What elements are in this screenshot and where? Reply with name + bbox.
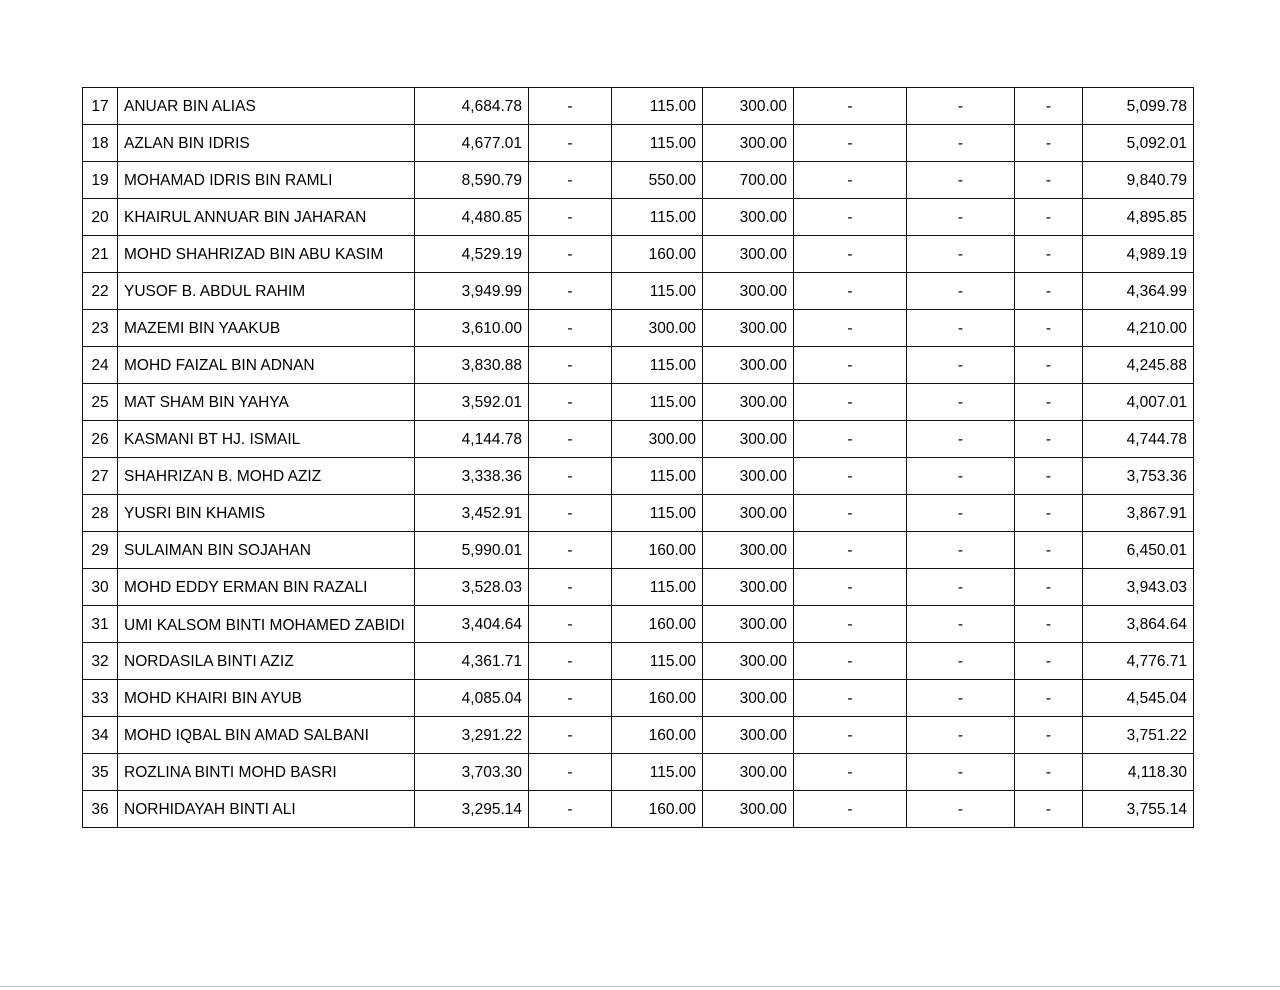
basic-salary: 8,590.79 bbox=[415, 162, 529, 199]
employee-name: KASMANI BT HJ. ISMAIL bbox=[118, 421, 415, 458]
column-7-value: - bbox=[1015, 717, 1083, 754]
column-6-value: - bbox=[907, 310, 1015, 347]
row-number: 23 bbox=[83, 310, 118, 347]
column-6-value: - bbox=[907, 273, 1015, 310]
allowance-2: 300.00 bbox=[703, 458, 794, 495]
column-5-value: - bbox=[794, 421, 907, 458]
column-2-value: - bbox=[529, 347, 612, 384]
column-7-value: - bbox=[1015, 88, 1083, 125]
total-amount: 3,867.91 bbox=[1083, 495, 1194, 532]
row-number: 25 bbox=[83, 384, 118, 421]
total-amount: 3,751.22 bbox=[1083, 717, 1194, 754]
column-6-value: - bbox=[907, 606, 1015, 643]
column-5-value: - bbox=[794, 384, 907, 421]
column-6-value: - bbox=[907, 717, 1015, 754]
total-amount: 5,092.01 bbox=[1083, 125, 1194, 162]
row-number: 31 bbox=[83, 606, 118, 643]
column-2-value: - bbox=[529, 643, 612, 680]
column-5-value: - bbox=[794, 717, 907, 754]
row-number: 27 bbox=[83, 458, 118, 495]
allowance-1: 115.00 bbox=[612, 569, 703, 606]
employee-name: MOHAMAD IDRIS BIN RAMLI bbox=[118, 162, 415, 199]
allowance-1: 115.00 bbox=[612, 643, 703, 680]
table-row bbox=[83, 680, 1194, 717]
basic-salary: 5,990.01 bbox=[415, 532, 529, 569]
column-6-value: - bbox=[907, 791, 1015, 828]
row-number: 32 bbox=[83, 643, 118, 680]
column-5-value: - bbox=[794, 532, 907, 569]
basic-salary: 4,480.85 bbox=[415, 199, 529, 236]
table-row bbox=[83, 458, 1194, 495]
basic-salary: 3,338.36 bbox=[415, 458, 529, 495]
page-bottom-rule bbox=[0, 986, 1280, 987]
table-row bbox=[83, 199, 1194, 236]
employee-name: ROZLINA BINTI MOHD BASRI bbox=[118, 754, 415, 791]
allowance-2: 300.00 bbox=[703, 347, 794, 384]
total-amount: 4,545.04 bbox=[1083, 680, 1194, 717]
allowance-1: 115.00 bbox=[612, 458, 703, 495]
column-6-value: - bbox=[907, 643, 1015, 680]
row-number: 28 bbox=[83, 495, 118, 532]
column-2-value: - bbox=[529, 162, 612, 199]
allowance-2: 300.00 bbox=[703, 199, 794, 236]
allowance-1: 160.00 bbox=[612, 532, 703, 569]
column-6-value: - bbox=[907, 569, 1015, 606]
column-7-value: - bbox=[1015, 680, 1083, 717]
column-7-value: - bbox=[1015, 569, 1083, 606]
table-row bbox=[83, 310, 1194, 347]
column-6-value: - bbox=[907, 680, 1015, 717]
allowance-2: 300.00 bbox=[703, 791, 794, 828]
total-amount: 4,744.78 bbox=[1083, 421, 1194, 458]
column-7-value: - bbox=[1015, 421, 1083, 458]
table-row bbox=[83, 273, 1194, 310]
total-amount: 5,099.78 bbox=[1083, 88, 1194, 125]
table-row bbox=[83, 495, 1194, 532]
allowance-1: 160.00 bbox=[612, 791, 703, 828]
table-row bbox=[83, 717, 1194, 754]
column-7-value: - bbox=[1015, 791, 1083, 828]
column-5-value: - bbox=[794, 273, 907, 310]
column-2-value: - bbox=[529, 125, 612, 162]
total-amount: 4,364.99 bbox=[1083, 273, 1194, 310]
column-6-value: - bbox=[907, 347, 1015, 384]
column-7-value: - bbox=[1015, 125, 1083, 162]
column-5-value: - bbox=[794, 754, 907, 791]
column-7-value: - bbox=[1015, 384, 1083, 421]
allowance-2: 300.00 bbox=[703, 606, 794, 643]
table-body bbox=[83, 88, 1194, 828]
employee-name: UMI KALSOM BINTI MOHAMED ZABIDI bbox=[118, 606, 415, 643]
table-row bbox=[83, 643, 1194, 680]
basic-salary: 4,529.19 bbox=[415, 236, 529, 273]
employee-name: SHAHRIZAN B. MOHD AZIZ bbox=[118, 458, 415, 495]
column-2-value: - bbox=[529, 458, 612, 495]
employee-name: AZLAN BIN IDRIS bbox=[118, 125, 415, 162]
column-5-value: - bbox=[794, 643, 907, 680]
employee-name: KHAIRUL ANNUAR BIN JAHARAN bbox=[118, 199, 415, 236]
column-2-value: - bbox=[529, 421, 612, 458]
column-2-value: - bbox=[529, 199, 612, 236]
row-number: 30 bbox=[83, 569, 118, 606]
column-7-value: - bbox=[1015, 310, 1083, 347]
total-amount: 4,895.85 bbox=[1083, 199, 1194, 236]
allowance-1: 115.00 bbox=[612, 384, 703, 421]
row-number: 20 bbox=[83, 199, 118, 236]
row-number: 18 bbox=[83, 125, 118, 162]
row-number: 35 bbox=[83, 754, 118, 791]
basic-salary: 3,452.91 bbox=[415, 495, 529, 532]
employee-name: NORHIDAYAH BINTI ALI bbox=[118, 791, 415, 828]
basic-salary: 3,291.22 bbox=[415, 717, 529, 754]
total-amount: 4,245.88 bbox=[1083, 347, 1194, 384]
allowance-2: 300.00 bbox=[703, 88, 794, 125]
column-2-value: - bbox=[529, 717, 612, 754]
column-2-value: - bbox=[529, 236, 612, 273]
allowance-2: 300.00 bbox=[703, 384, 794, 421]
table-row bbox=[83, 606, 1194, 643]
column-7-value: - bbox=[1015, 199, 1083, 236]
table-row bbox=[83, 125, 1194, 162]
total-amount: 9,840.79 bbox=[1083, 162, 1194, 199]
total-amount: 6,450.01 bbox=[1083, 532, 1194, 569]
basic-salary: 4,684.78 bbox=[415, 88, 529, 125]
column-5-value: - bbox=[794, 236, 907, 273]
table-row bbox=[83, 421, 1194, 458]
basic-salary: 4,677.01 bbox=[415, 125, 529, 162]
basic-salary: 3,830.88 bbox=[415, 347, 529, 384]
allowance-1: 115.00 bbox=[612, 273, 703, 310]
column-6-value: - bbox=[907, 384, 1015, 421]
table-row bbox=[83, 384, 1194, 421]
row-number: 24 bbox=[83, 347, 118, 384]
basic-salary: 3,949.99 bbox=[415, 273, 529, 310]
column-6-value: - bbox=[907, 162, 1015, 199]
column-6-value: - bbox=[907, 495, 1015, 532]
total-amount: 3,755.14 bbox=[1083, 791, 1194, 828]
basic-salary: 3,703.30 bbox=[415, 754, 529, 791]
column-2-value: - bbox=[529, 495, 612, 532]
allowance-2: 300.00 bbox=[703, 717, 794, 754]
column-7-value: - bbox=[1015, 606, 1083, 643]
row-number: 17 bbox=[83, 88, 118, 125]
employee-name: SULAIMAN BIN SOJAHAN bbox=[118, 532, 415, 569]
row-number: 36 bbox=[83, 791, 118, 828]
allowance-2: 300.00 bbox=[703, 421, 794, 458]
basic-salary: 3,528.03 bbox=[415, 569, 529, 606]
column-7-value: - bbox=[1015, 236, 1083, 273]
column-6-value: - bbox=[907, 125, 1015, 162]
column-6-value: - bbox=[907, 421, 1015, 458]
basic-salary: 3,592.01 bbox=[415, 384, 529, 421]
salary-table bbox=[82, 87, 1194, 828]
column-5-value: - bbox=[794, 310, 907, 347]
column-7-value: - bbox=[1015, 643, 1083, 680]
column-5-value: - bbox=[794, 458, 907, 495]
column-6-value: - bbox=[907, 754, 1015, 791]
allowance-2: 300.00 bbox=[703, 495, 794, 532]
column-5-value: - bbox=[794, 495, 907, 532]
row-number: 26 bbox=[83, 421, 118, 458]
total-amount: 4,776.71 bbox=[1083, 643, 1194, 680]
table-row bbox=[83, 754, 1194, 791]
allowance-1: 115.00 bbox=[612, 347, 703, 384]
total-amount: 3,943.03 bbox=[1083, 569, 1194, 606]
column-5-value: - bbox=[794, 791, 907, 828]
table-row bbox=[83, 88, 1194, 125]
column-7-value: - bbox=[1015, 458, 1083, 495]
allowance-1: 160.00 bbox=[612, 680, 703, 717]
column-5-value: - bbox=[794, 125, 907, 162]
allowance-2: 300.00 bbox=[703, 680, 794, 717]
allowance-2: 300.00 bbox=[703, 236, 794, 273]
total-amount: 4,007.01 bbox=[1083, 384, 1194, 421]
column-7-value: - bbox=[1015, 273, 1083, 310]
table-row bbox=[83, 347, 1194, 384]
column-2-value: - bbox=[529, 384, 612, 421]
column-6-value: - bbox=[907, 236, 1015, 273]
row-number: 19 bbox=[83, 162, 118, 199]
salary-sheet bbox=[82, 87, 1193, 828]
total-amount: 3,753.36 bbox=[1083, 458, 1194, 495]
column-2-value: - bbox=[529, 791, 612, 828]
employee-name: MAT SHAM BIN YAHYA bbox=[118, 384, 415, 421]
allowance-1: 115.00 bbox=[612, 495, 703, 532]
column-5-value: - bbox=[794, 88, 907, 125]
table-row bbox=[83, 162, 1194, 199]
employee-name: ANUAR BIN ALIAS bbox=[118, 88, 415, 125]
column-7-value: - bbox=[1015, 347, 1083, 384]
allowance-2: 300.00 bbox=[703, 569, 794, 606]
allowance-1: 160.00 bbox=[612, 606, 703, 643]
table-row bbox=[83, 791, 1194, 828]
basic-salary: 3,610.00 bbox=[415, 310, 529, 347]
column-2-value: - bbox=[529, 88, 612, 125]
allowance-1: 160.00 bbox=[612, 717, 703, 754]
allowance-1: 160.00 bbox=[612, 236, 703, 273]
row-number: 21 bbox=[83, 236, 118, 273]
column-5-value: - bbox=[794, 606, 907, 643]
column-7-value: - bbox=[1015, 162, 1083, 199]
total-amount: 4,989.19 bbox=[1083, 236, 1194, 273]
row-number: 33 bbox=[83, 680, 118, 717]
allowance-2: 300.00 bbox=[703, 310, 794, 347]
column-6-value: - bbox=[907, 458, 1015, 495]
basic-salary: 4,361.71 bbox=[415, 643, 529, 680]
column-6-value: - bbox=[907, 199, 1015, 236]
allowance-1: 550.00 bbox=[612, 162, 703, 199]
employee-name: MAZEMI BIN YAAKUB bbox=[118, 310, 415, 347]
total-amount: 4,210.00 bbox=[1083, 310, 1194, 347]
column-7-value: - bbox=[1015, 495, 1083, 532]
column-2-value: - bbox=[529, 310, 612, 347]
employee-name: YUSOF B. ABDUL RAHIM bbox=[118, 273, 415, 310]
column-2-value: - bbox=[529, 273, 612, 310]
column-5-value: - bbox=[794, 569, 907, 606]
allowance-2: 300.00 bbox=[703, 532, 794, 569]
column-5-value: - bbox=[794, 347, 907, 384]
allowance-2: 300.00 bbox=[703, 125, 794, 162]
column-7-value: - bbox=[1015, 532, 1083, 569]
column-2-value: - bbox=[529, 754, 612, 791]
column-2-value: - bbox=[529, 532, 612, 569]
basic-salary: 3,404.64 bbox=[415, 606, 529, 643]
employee-name: MOHD IQBAL BIN AMAD SALBANI bbox=[118, 717, 415, 754]
basic-salary: 4,144.78 bbox=[415, 421, 529, 458]
employee-name: NORDASILA BINTI AZIZ bbox=[118, 643, 415, 680]
employee-name: MOHD KHAIRI BIN AYUB bbox=[118, 680, 415, 717]
row-number: 29 bbox=[83, 532, 118, 569]
column-2-value: - bbox=[529, 606, 612, 643]
allowance-1: 115.00 bbox=[612, 88, 703, 125]
column-2-value: - bbox=[529, 569, 612, 606]
column-6-value: - bbox=[907, 532, 1015, 569]
table-row bbox=[83, 532, 1194, 569]
column-5-value: - bbox=[794, 680, 907, 717]
allowance-2: 300.00 bbox=[703, 643, 794, 680]
employee-name: MOHD EDDY ERMAN BIN RAZALI bbox=[118, 569, 415, 606]
column-7-value: - bbox=[1015, 754, 1083, 791]
employee-name: MOHD FAIZAL BIN ADNAN bbox=[118, 347, 415, 384]
table-row bbox=[83, 236, 1194, 273]
allowance-2: 300.00 bbox=[703, 273, 794, 310]
row-number: 22 bbox=[83, 273, 118, 310]
total-amount: 4,118.30 bbox=[1083, 754, 1194, 791]
allowance-2: 700.00 bbox=[703, 162, 794, 199]
allowance-1: 300.00 bbox=[612, 421, 703, 458]
row-number: 34 bbox=[83, 717, 118, 754]
allowance-1: 300.00 bbox=[612, 310, 703, 347]
allowance-2: 300.00 bbox=[703, 754, 794, 791]
table-row bbox=[83, 569, 1194, 606]
allowance-1: 115.00 bbox=[612, 199, 703, 236]
basic-salary: 4,085.04 bbox=[415, 680, 529, 717]
column-6-value: - bbox=[907, 88, 1015, 125]
allowance-1: 115.00 bbox=[612, 125, 703, 162]
employee-name: YUSRI BIN KHAMIS bbox=[118, 495, 415, 532]
column-5-value: - bbox=[794, 162, 907, 199]
column-2-value: - bbox=[529, 680, 612, 717]
employee-name: MOHD SHAHRIZAD BIN ABU KASIM bbox=[118, 236, 415, 273]
column-5-value: - bbox=[794, 199, 907, 236]
allowance-1: 115.00 bbox=[612, 754, 703, 791]
total-amount: 3,864.64 bbox=[1083, 606, 1194, 643]
basic-salary: 3,295.14 bbox=[415, 791, 529, 828]
